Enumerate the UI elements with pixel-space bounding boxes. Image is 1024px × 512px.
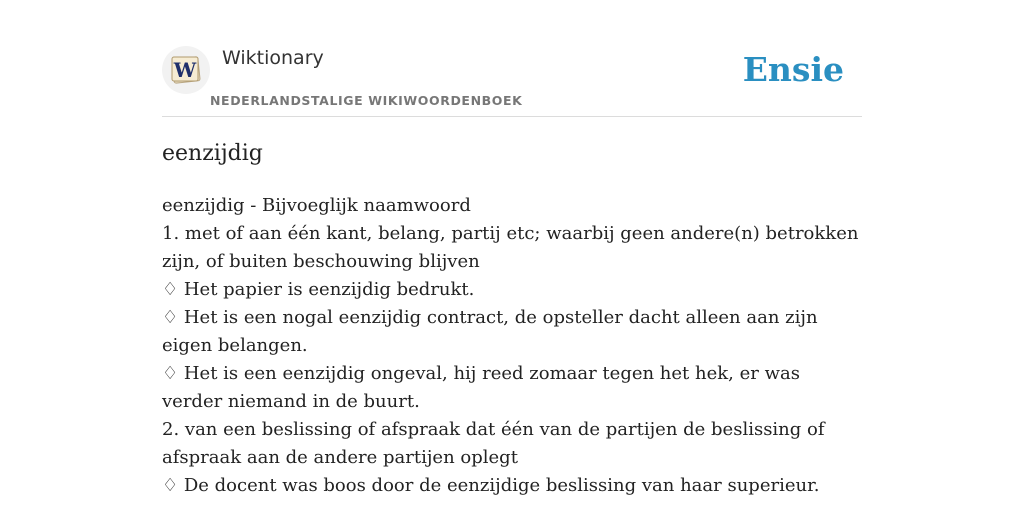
wiktionary-logo-icon[interactable]	[162, 46, 210, 94]
site-header	[162, 40, 862, 117]
site-subtitle: NEDERLANDSTALIGE WIKIWOORDENBOEK	[210, 93, 523, 108]
example-line: ♢ Het is een eenzijdig ongeval, hij reed zomaar tegen het hek, er was verder niemand in de buurt.	[162, 363, 800, 412]
site-name[interactable]: Wiktionary	[222, 47, 324, 69]
logo-tile	[169, 53, 203, 87]
example-line: ♢ Het papier is eenzijdig bedrukt.	[162, 279, 475, 300]
ensie-brand-link[interactable]: Ensie	[742, 50, 844, 89]
example-line: ♢ Het is een nogal eenzijdig contract, de opsteller dacht alleen aan zijn eigen belangen.	[162, 307, 818, 356]
definition-body	[162, 192, 862, 500]
part-of-speech: eenzijdig - Bijvoeglijk naamwoord	[162, 195, 471, 216]
example-line: ♢ De docent was boos door de eenzijdige beslissing van haar superieur.	[162, 475, 820, 496]
page-title: eenzijdig	[162, 141, 263, 166]
definition-line: 1. met of aan één kant, belang, partij etc; waarbij geen andere(n) betrokken zijn, of buiten beschouwing blijven	[162, 223, 859, 272]
logo-letter: W	[173, 58, 197, 82]
definition-line: 2. van een beslissing of afspraak dat één van de partijen de beslissing of afspraak aan de andere partijen oplegt	[162, 419, 825, 468]
